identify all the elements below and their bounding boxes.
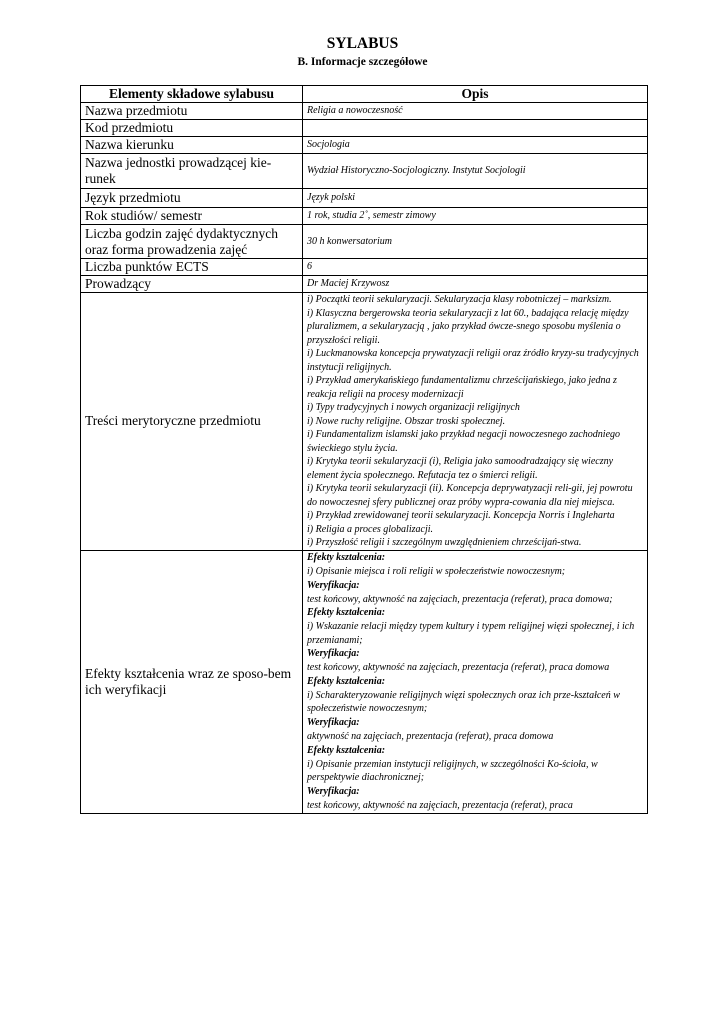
row-key: Prowadzący	[81, 276, 303, 293]
row-key: Nazwa kierunku	[81, 137, 303, 154]
row-value: Religia a nowoczesność	[303, 103, 648, 120]
table-header-row	[81, 86, 648, 103]
effects-line: i) Opisanie przemian instytucji religijnych, w szczególności Ko-ścioła, w perspektywie diachronicznej;	[307, 758, 598, 783]
row-value	[303, 120, 648, 137]
row-value: Wydział Historyczno-Socjologiczny. Instytut Socjologii	[303, 154, 648, 189]
syllabus-table	[80, 85, 648, 814]
row-value: Dr Maciej Krzywosz	[303, 276, 648, 293]
row-key: Liczba punktów ECTS	[81, 259, 303, 276]
effects-label: Efekty kształcenia:	[307, 744, 386, 756]
verification-label: Weryfikacja:	[307, 716, 360, 728]
row-value: 6	[303, 259, 648, 276]
content-key: Treści merytoryczne przedmiotu	[81, 293, 303, 551]
content-line: i) Klasyczna bergerowska teoria sekularyzacji z lat 60., badająca relację między pluralizmem, a sekularyzacją , jako przykład ówcze-snego sposobu myślenia o przyszłości religii.	[307, 307, 629, 346]
content-line: i) Przykład zrewidowanej teorii sekularyzacji. Koncepcja Norris i Ingleharta	[307, 510, 615, 521]
content-line: i) Typy tradycyjnych i nowych organizacji religijnych	[307, 402, 520, 413]
row-value: Język polski	[303, 189, 648, 208]
effects-line: i) Opisanie miejsca i roli religii w społeczeństwie nowoczesnym;	[307, 565, 566, 577]
table-row	[81, 225, 648, 259]
table-row	[81, 103, 648, 120]
table-row	[81, 276, 648, 293]
effects-label: Efekty kształcenia:	[307, 607, 386, 618]
effects-line: i) Scharakteryzowanie religijnych więzi społecznych oraz ich prze-kształceń w społeczeństwie nowoczesnym;	[307, 689, 620, 714]
content-line: i) Nowe ruchy religijne. Obszar troski społecznej.	[307, 415, 506, 427]
table-row	[81, 189, 648, 208]
content-line: i) Przyszłość religii i szczególnym uwzględnieniem chrześcijań-stwa.	[307, 537, 582, 548]
content-row	[81, 293, 648, 551]
effects-line: i) Wskazanie relacji między typem kultury i typem religijnej więzi społecznej, i ich przemianami;	[307, 621, 635, 646]
content-line: i) Fundamentalizm islamski jako przykład negacji nowoczesnego zachodniego świeckiego stylu życia.	[307, 429, 621, 454]
row-value: 1 rok, studia 2˚, semestr zimowy	[303, 208, 648, 225]
row-value: 30 h konwersatorium	[303, 225, 648, 259]
effects-label: Efekty kształcenia:	[307, 551, 386, 563]
verification-label: Weryfikacja:	[307, 579, 360, 591]
row-key: Kod przedmiotu	[81, 120, 303, 137]
table-row	[81, 208, 648, 225]
effects-value	[303, 550, 648, 813]
verification-label: Weryfikacja:	[307, 785, 360, 797]
header-elements: Elementy składowe sylabusu	[81, 86, 303, 103]
content-line: i) Religia a proces globalizacji.	[307, 523, 434, 535]
effects-line: test końcowy, aktywność na zajęciach, prezentacja (referat), praca domowa;	[307, 593, 613, 605]
document-title: SYLABUS	[326, 35, 399, 52]
content-line: i) Przykład amerykańskiego fundamentalizmu chrześcijańskiego, jako jedna z reakcja religii na procesy modernizacji	[307, 375, 617, 400]
document-subtitle: B. Informacje szczegółowe	[297, 56, 428, 68]
effects-line: test końcowy, aktywność na zajęciach, prezentacja (referat), praca domowa	[307, 662, 610, 673]
table-row	[81, 137, 648, 154]
effects-line: test końcowy, aktywność na zajęciach, prezentacja (referat), praca	[307, 799, 573, 811]
row-key: Nazwa jednostki prowadzącej kie-runek	[81, 154, 303, 189]
row-key: Rok studiów/ semestr	[81, 208, 303, 225]
content-line: i) Krytyka teorii sekularyzacji (i), Religia jako samoodradzający się wieczny element życia społecznego. Refutacja tez o śmierci religii.	[307, 456, 614, 481]
content-line: i) Krytyka teorii sekularyzacji (ii). Koncepcja deprywatyzacji reli-gii, jej powrotu do nowoczesnej sfery publicznej oraz próby wypra-cowania dla niej miejsca.	[307, 483, 633, 508]
content-line: i) Początki teorii sekularyzacji. Sekularyzacja klasy robotniczej – marksizm.	[307, 294, 612, 305]
header-description: Opis	[303, 86, 648, 103]
effects-label: Efekty kształcenia:	[307, 675, 386, 687]
table-row	[81, 154, 648, 189]
table-row	[81, 120, 648, 137]
content-line: i) Luckmanowska koncepcja prywatyzacji religii oraz źródło kryzy-su tradycyjnych instytucji religijnych.	[307, 348, 639, 373]
row-key: Liczba godzin zajęć dydaktycznych oraz forma prowadzenia zajęć	[81, 225, 303, 259]
row-key: Nazwa przedmiotu	[81, 103, 303, 120]
effects-key: Efekty kształcenia wraz ze sposo-bem ich weryfikacji	[81, 550, 303, 813]
row-key: Język przedmiotu	[81, 189, 303, 208]
table-row	[81, 259, 648, 276]
effects-row	[81, 550, 648, 813]
content-value	[303, 293, 648, 551]
effects-line: aktywność na zajęciach, prezentacja (referat), praca domowa	[307, 730, 554, 742]
verification-label: Weryfikacja:	[307, 648, 360, 659]
row-value: Socjologia	[303, 137, 648, 154]
